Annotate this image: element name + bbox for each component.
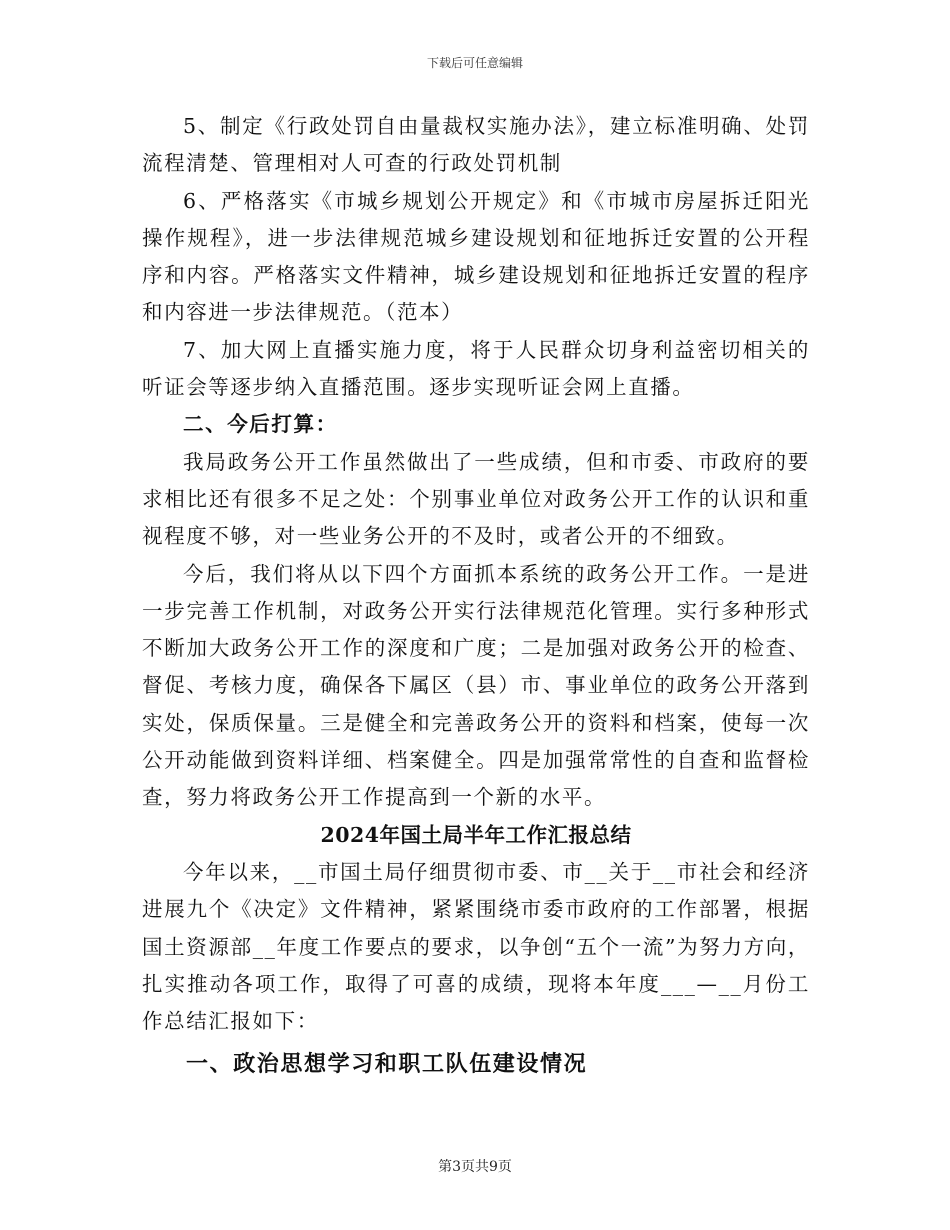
paragraph-item-5: 5、制定《行政处罚自由量裁权实施办法》，建立标准明确、处罚流程清楚、管理相对人可查的行政处罚机制 (142, 114, 810, 176)
paragraph-item-6: 6、严格落实《市城乡规划公开规定》和《市城市房屋拆迁阳光操作规程》，进一步法律规范城乡建设规划和征地拆迁安置的公开程序和内容。严格落实文件精神，城乡建设规划和征地拆迁安置的程序和内容进一步法律规范。（范本） (142, 188, 810, 325)
page-number: 第3页共9页 (438, 1159, 512, 1175)
section-heading-future-plans: 二、今后打算： (183, 412, 338, 437)
document-body (142, 108, 810, 1088)
paragraph-shortcomings: 我局政务公开工作虽然做出了一些成绩，但和市委、市政府的要求相比还有很多不足之处：个别事业单位对政务公开工作的认识和重视程度不够，对一些业务公开的不及时，或者公开的不细致。 (142, 449, 810, 549)
section-heading-political-study: 一、政治思想学习和职工队伍建设情况 (186, 1051, 588, 1078)
document-title: 2024年国土局半年工作汇报总结 (320, 822, 632, 847)
page-header-note: 下载后可任意编辑 (426, 56, 523, 70)
paragraph-intro: 今年以来，__市国土局仔细贯彻市委、市__关于__市社会和经济进展九个《决定》文件精神，紧紧围绕市委市政府的工作部署，根据国土资源部__年度工作要点的要求，以争创“五个一流”为努力方向，扎实推动各项工作，取得了可喜的成绩，现将本年度___—__月份工作总结汇报如下： (142, 859, 810, 1034)
paragraph-item-7: 7、加大网上直播实施力度，将于人民群众切身利益密切相关的听证会等逐步纳入直播范围。逐步实现听证会网上直播。 (142, 337, 810, 400)
paragraph-future-work: 今后，我们将从以下四个方面抓本系统的政务公开工作。一是进一步完善工作机制，对政务公开实行法律规范化管理。实行多种形式不断加大政务公开工作的深度和广度；二是加强对政务公开的检查、督促、考核力度，确保各下属区（县）市、事业单位的政务公开落到实处，保质保量。三是健全和完善政务公开的资料和档案，使每一次公开动能做到资料详细、档案健全。四是加强常常性的自查和监督检查，努力将政务公开工作提高到一个新的水平。 (142, 561, 810, 810)
